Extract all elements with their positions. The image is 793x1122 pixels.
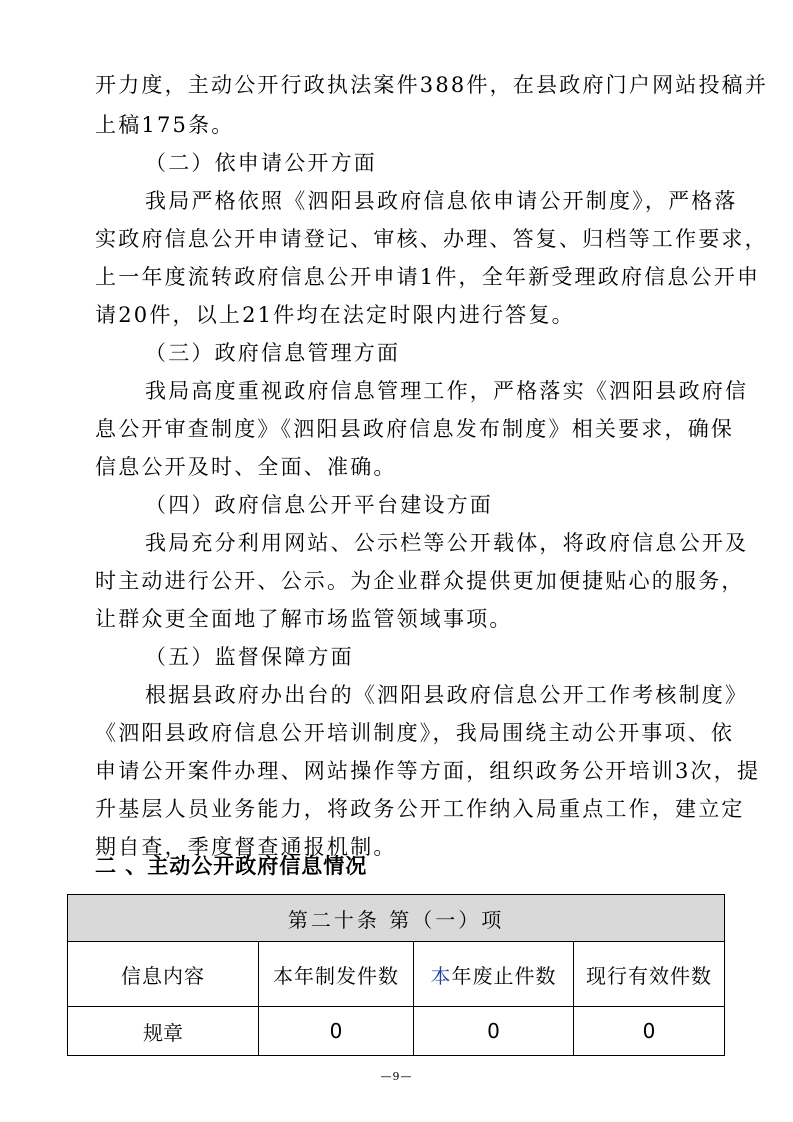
table-header: 第二十条 第（一）项 <box>68 895 725 942</box>
column-header <box>414 942 574 1007</box>
table-column-row <box>68 942 725 1007</box>
table-cell: 0 <box>259 1007 414 1056</box>
paragraph-line: 我局严格依照《泗阳县政府信息依申请公开制度》，严格落 <box>145 189 738 213</box>
column-header-prefix: 本 <box>430 963 452 988</box>
section-title: 二 、主动公开政府信息情况 <box>95 854 368 878</box>
table-cell: 0 <box>414 1007 574 1056</box>
column-header-rest: 年废止件数 <box>451 963 557 988</box>
paragraph-line: 我局高度重视政府信息管理工作，严格落实《泗阳县政府信 <box>145 379 749 403</box>
paragraph-line: 根据县政府办出台的《泗阳县政府信息公开工作考核制度》 <box>145 683 749 707</box>
paragraph-line: 升基层人员业务能力，将政务公开工作纳入局重点工作，建立定 <box>95 797 745 821</box>
page-number: —9— <box>380 1070 413 1083</box>
paragraph-line: 信息公开及时、全面、准确。 <box>95 455 397 479</box>
paragraph-line: 开力度，主动公开行政执法案件388件，在县政府门户网站投稿并 <box>95 73 769 97</box>
paragraph-line: 请20件，以上21件均在法定时限内进行答复。 <box>95 303 575 327</box>
info-table <box>67 894 725 1056</box>
subsection-heading: （四）政府信息公开平台建设方面 <box>145 493 493 517</box>
subsection-heading: （二）依申请公开方面 <box>145 151 377 175</box>
column-header: 本年制发件数 <box>259 942 414 1007</box>
paragraph-line: 申请公开案件办理、网站操作等方面，组织政务公开培训3次，提 <box>95 759 761 783</box>
paragraph-line: 期自查，季度督查通报机制。 <box>95 835 397 859</box>
paragraph-line: 上一年度流转政府信息公开申请1件，全年新受理政府信息公开申 <box>95 265 761 289</box>
table-row <box>68 1007 725 1056</box>
paragraph-line: 上稿175条。 <box>95 113 235 137</box>
table-header-row <box>68 895 725 942</box>
column-header: 信息内容 <box>68 942 259 1007</box>
paragraph-line: 实政府信息公开申请登记、审核、办理、答复、归档等工作要求， <box>95 227 768 251</box>
row-label: 规章 <box>68 1007 259 1056</box>
paragraph-line: 时主动进行公开、公示。为企业群众提供更加便捷贴心的服务， <box>95 569 745 593</box>
paragraph-line: 息公开审查制度》《泗阳县政府信息发布制度》相关要求，确保 <box>95 417 735 441</box>
column-header: 现行有效件数 <box>574 942 725 1007</box>
table-cell: 0 <box>574 1007 725 1056</box>
paragraph-line: 《泗阳县政府信息公开培训制度》，我局围绕主动公开事项、依 <box>95 721 735 745</box>
subsection-heading: （三）政府信息管理方面 <box>145 341 401 365</box>
subsection-heading: （五）监督保障方面 <box>145 645 354 669</box>
paragraph-line: 让群众更全面地了解市场监管领域事项。 <box>95 607 513 631</box>
paragraph-line: 我局充分利用网站、公示栏等公开载体，将政府信息公开及 <box>145 531 749 555</box>
